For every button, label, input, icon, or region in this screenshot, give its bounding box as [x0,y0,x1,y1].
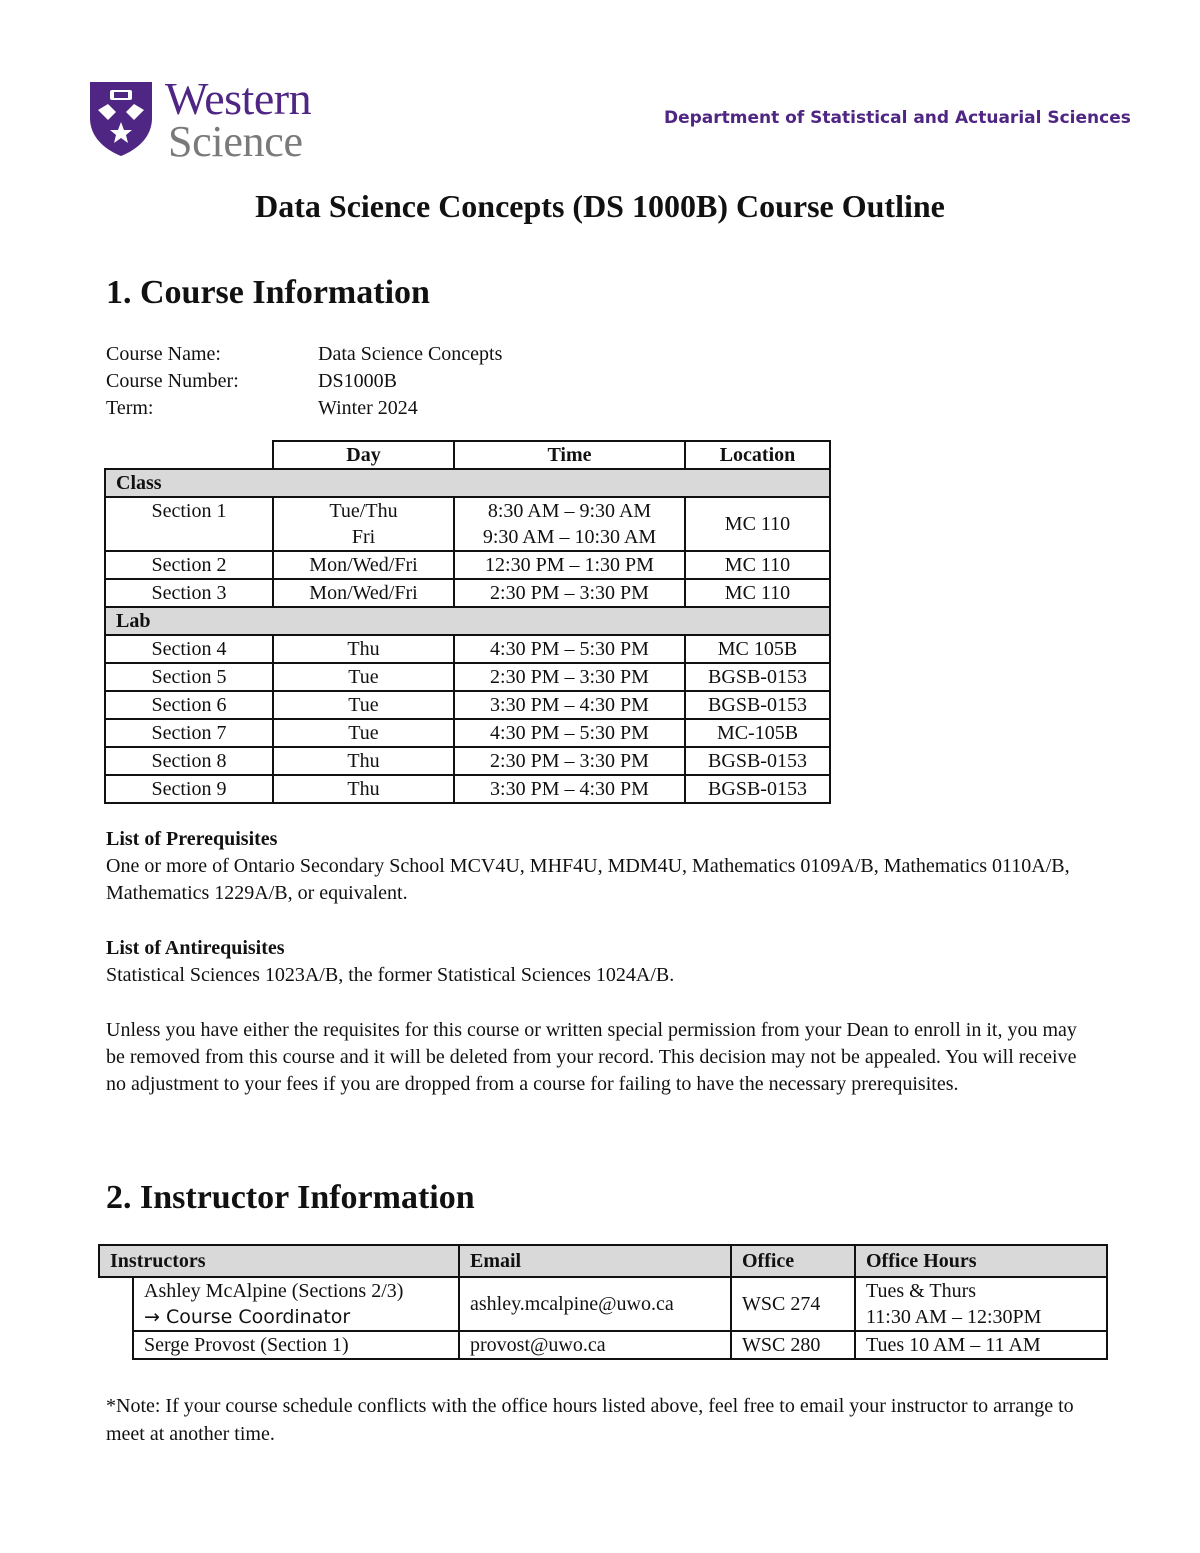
table-row [105,719,830,747]
time-cell: 4:30 PM – 5:30 PM [454,719,685,747]
section-cell: Section 9 [105,775,273,803]
table-row [105,551,830,579]
day-cell: Tue [273,691,454,719]
section-cell: Section 3 [105,579,273,607]
day-cell: Mon/Wed/Fri [273,551,454,579]
section-cell: Section 1 [105,497,273,551]
indent-cell [99,1277,133,1331]
location-cell: MC 110 [685,551,830,579]
day-cell: Mon/Wed/Fri [273,579,454,607]
location-cell: MC 105B [685,635,830,663]
table-row [105,747,830,775]
prerequisites-heading: List of Prerequisites [106,828,278,850]
info-course-number [106,368,397,394]
instructor-hours-cell [855,1277,1107,1331]
table-row [105,663,830,691]
instructor-hours: Tues 10 AM – 11 AM [855,1331,1107,1359]
day-cell [273,497,454,551]
info-value: Data Science Concepts [318,343,503,365]
section-cell: Section 2 [105,551,273,579]
document-title: Data Science Concepts (DS 1000B) Course Outline [255,188,945,224]
section-cell: Section 4 [105,635,273,663]
time-line: 8:30 AM – 9:30 AM [487,500,652,522]
table-row [99,1277,1107,1331]
table-row [105,579,830,607]
section-cell: Section 6 [105,691,273,719]
column-header-day: Day [273,441,454,469]
requisite-notice: Unless you have either the requisites for this course or written special permission from your Dean to enroll in it, you may be removed from this course and it will be deleted from your record. This decision may not be appealed. You will receive no adjustment to your fees if you are dropped from a course for failing to have the necessary prerequisites. [106,1019,1077,1095]
instructor-name-cell [133,1277,459,1331]
instructor-office: WSC 274 [731,1277,855,1331]
table-row [99,1331,1107,1359]
schedule-header-row [105,441,830,469]
indent-cell [99,1331,133,1359]
location-cell: MC-105B [685,719,830,747]
time-cell: 3:30 PM – 4:30 PM [454,775,685,803]
day-cell: Tue [273,663,454,691]
location-cell: BGSB-0153 [685,663,830,691]
section-cell: Section 8 [105,747,273,775]
time-cell: 2:30 PM – 3:30 PM [454,579,685,607]
logo-science-text: Science [168,117,303,166]
instructor-table [98,1244,1108,1360]
group-row-lab [105,607,830,635]
info-label: Course Number: [106,370,239,392]
prerequisites-text: One or more of Ontario Secondary School MCV4U, MHF4U, MDM4U, Mathematics 0109A/B, Mathematics 0110A/B, Mathematics 1229A/B, or equivalent. [106,855,1070,904]
day-line: Tue/Thu [329,500,398,522]
instructor-office: WSC 280 [731,1331,855,1359]
office-hours-note: *Note: If your course schedule conflicts with the office hours listed above, feel free to email your instructor to arrange to meet at another time. [106,1395,1074,1445]
info-term [106,395,418,421]
table-row [105,497,830,551]
table-row [105,775,830,803]
table-row [105,635,830,663]
section-heading-course-information: 1. Course Information [106,274,430,311]
instructor-name: Ashley McAlpine (Sections 2/3) [144,1280,404,1302]
instructor-header-row [99,1245,1107,1277]
info-value: Winter 2024 [318,397,418,419]
location-cell: MC 110 [685,497,830,551]
schedule-table [104,440,831,804]
office-hours-line: 11:30 AM – 12:30PM [866,1306,1042,1328]
group-row-class [105,469,830,497]
column-header-location: Location [685,441,830,469]
section-cell: Section 5 [105,663,273,691]
info-label: Term: [106,397,154,419]
info-label: Course Name: [106,343,221,365]
office-hours-line: Tues & Thurs [866,1280,977,1302]
day-cell: Thu [273,775,454,803]
info-value: DS1000B [318,370,397,392]
instructor-name: Serge Provost (Section 1) [133,1331,459,1359]
column-header-instructors: Instructors [99,1245,459,1277]
western-shield-logo [88,78,154,158]
time-cell [454,497,685,551]
time-line: 9:30 AM – 10:30 AM [482,526,657,548]
day-cell: Thu [273,635,454,663]
department-name: Department of Statistical and Actuarial Sciences [664,108,1131,128]
location-cell: MC 110 [685,579,830,607]
group-label-lab: Lab [105,607,830,635]
logo-western-text: Western [165,73,312,124]
time-cell: 4:30 PM – 5:30 PM [454,635,685,663]
column-header-email: Email [459,1245,731,1277]
antirequisites-block [106,935,1106,989]
antirequisites-text: Statistical Sciences 1023A/B, the former Statistical Sciences 1024A/B. [106,964,675,986]
instructor-role: → Course Coordinator [144,1306,351,1328]
column-header-office-hours: Office Hours [855,1245,1107,1277]
prerequisites-block [106,826,1106,907]
location-cell: BGSB-0153 [685,691,830,719]
day-cell: Tue [273,719,454,747]
time-cell: 2:30 PM – 3:30 PM [454,747,685,775]
column-header-time: Time [454,441,685,469]
time-cell: 3:30 PM – 4:30 PM [454,691,685,719]
time-cell: 12:30 PM – 1:30 PM [454,551,685,579]
info-course-name [106,341,502,367]
header-blank-cell [105,441,273,469]
group-label-class: Class [105,469,830,497]
instructor-email: ashley.mcalpine@uwo.ca [459,1277,731,1331]
antirequisites-heading: List of Antirequisites [106,937,285,959]
column-header-office: Office [731,1245,855,1277]
section-heading-instructor-information: 2. Instructor Information [106,1179,475,1216]
location-cell: BGSB-0153 [685,775,830,803]
day-line: Fri [351,526,376,548]
section-cell: Section 7 [105,719,273,747]
day-cell: Thu [273,747,454,775]
instructor-email: provost@uwo.ca [459,1331,731,1359]
table-row [105,691,830,719]
time-cell: 2:30 PM – 3:30 PM [454,663,685,691]
location-cell: BGSB-0153 [685,747,830,775]
